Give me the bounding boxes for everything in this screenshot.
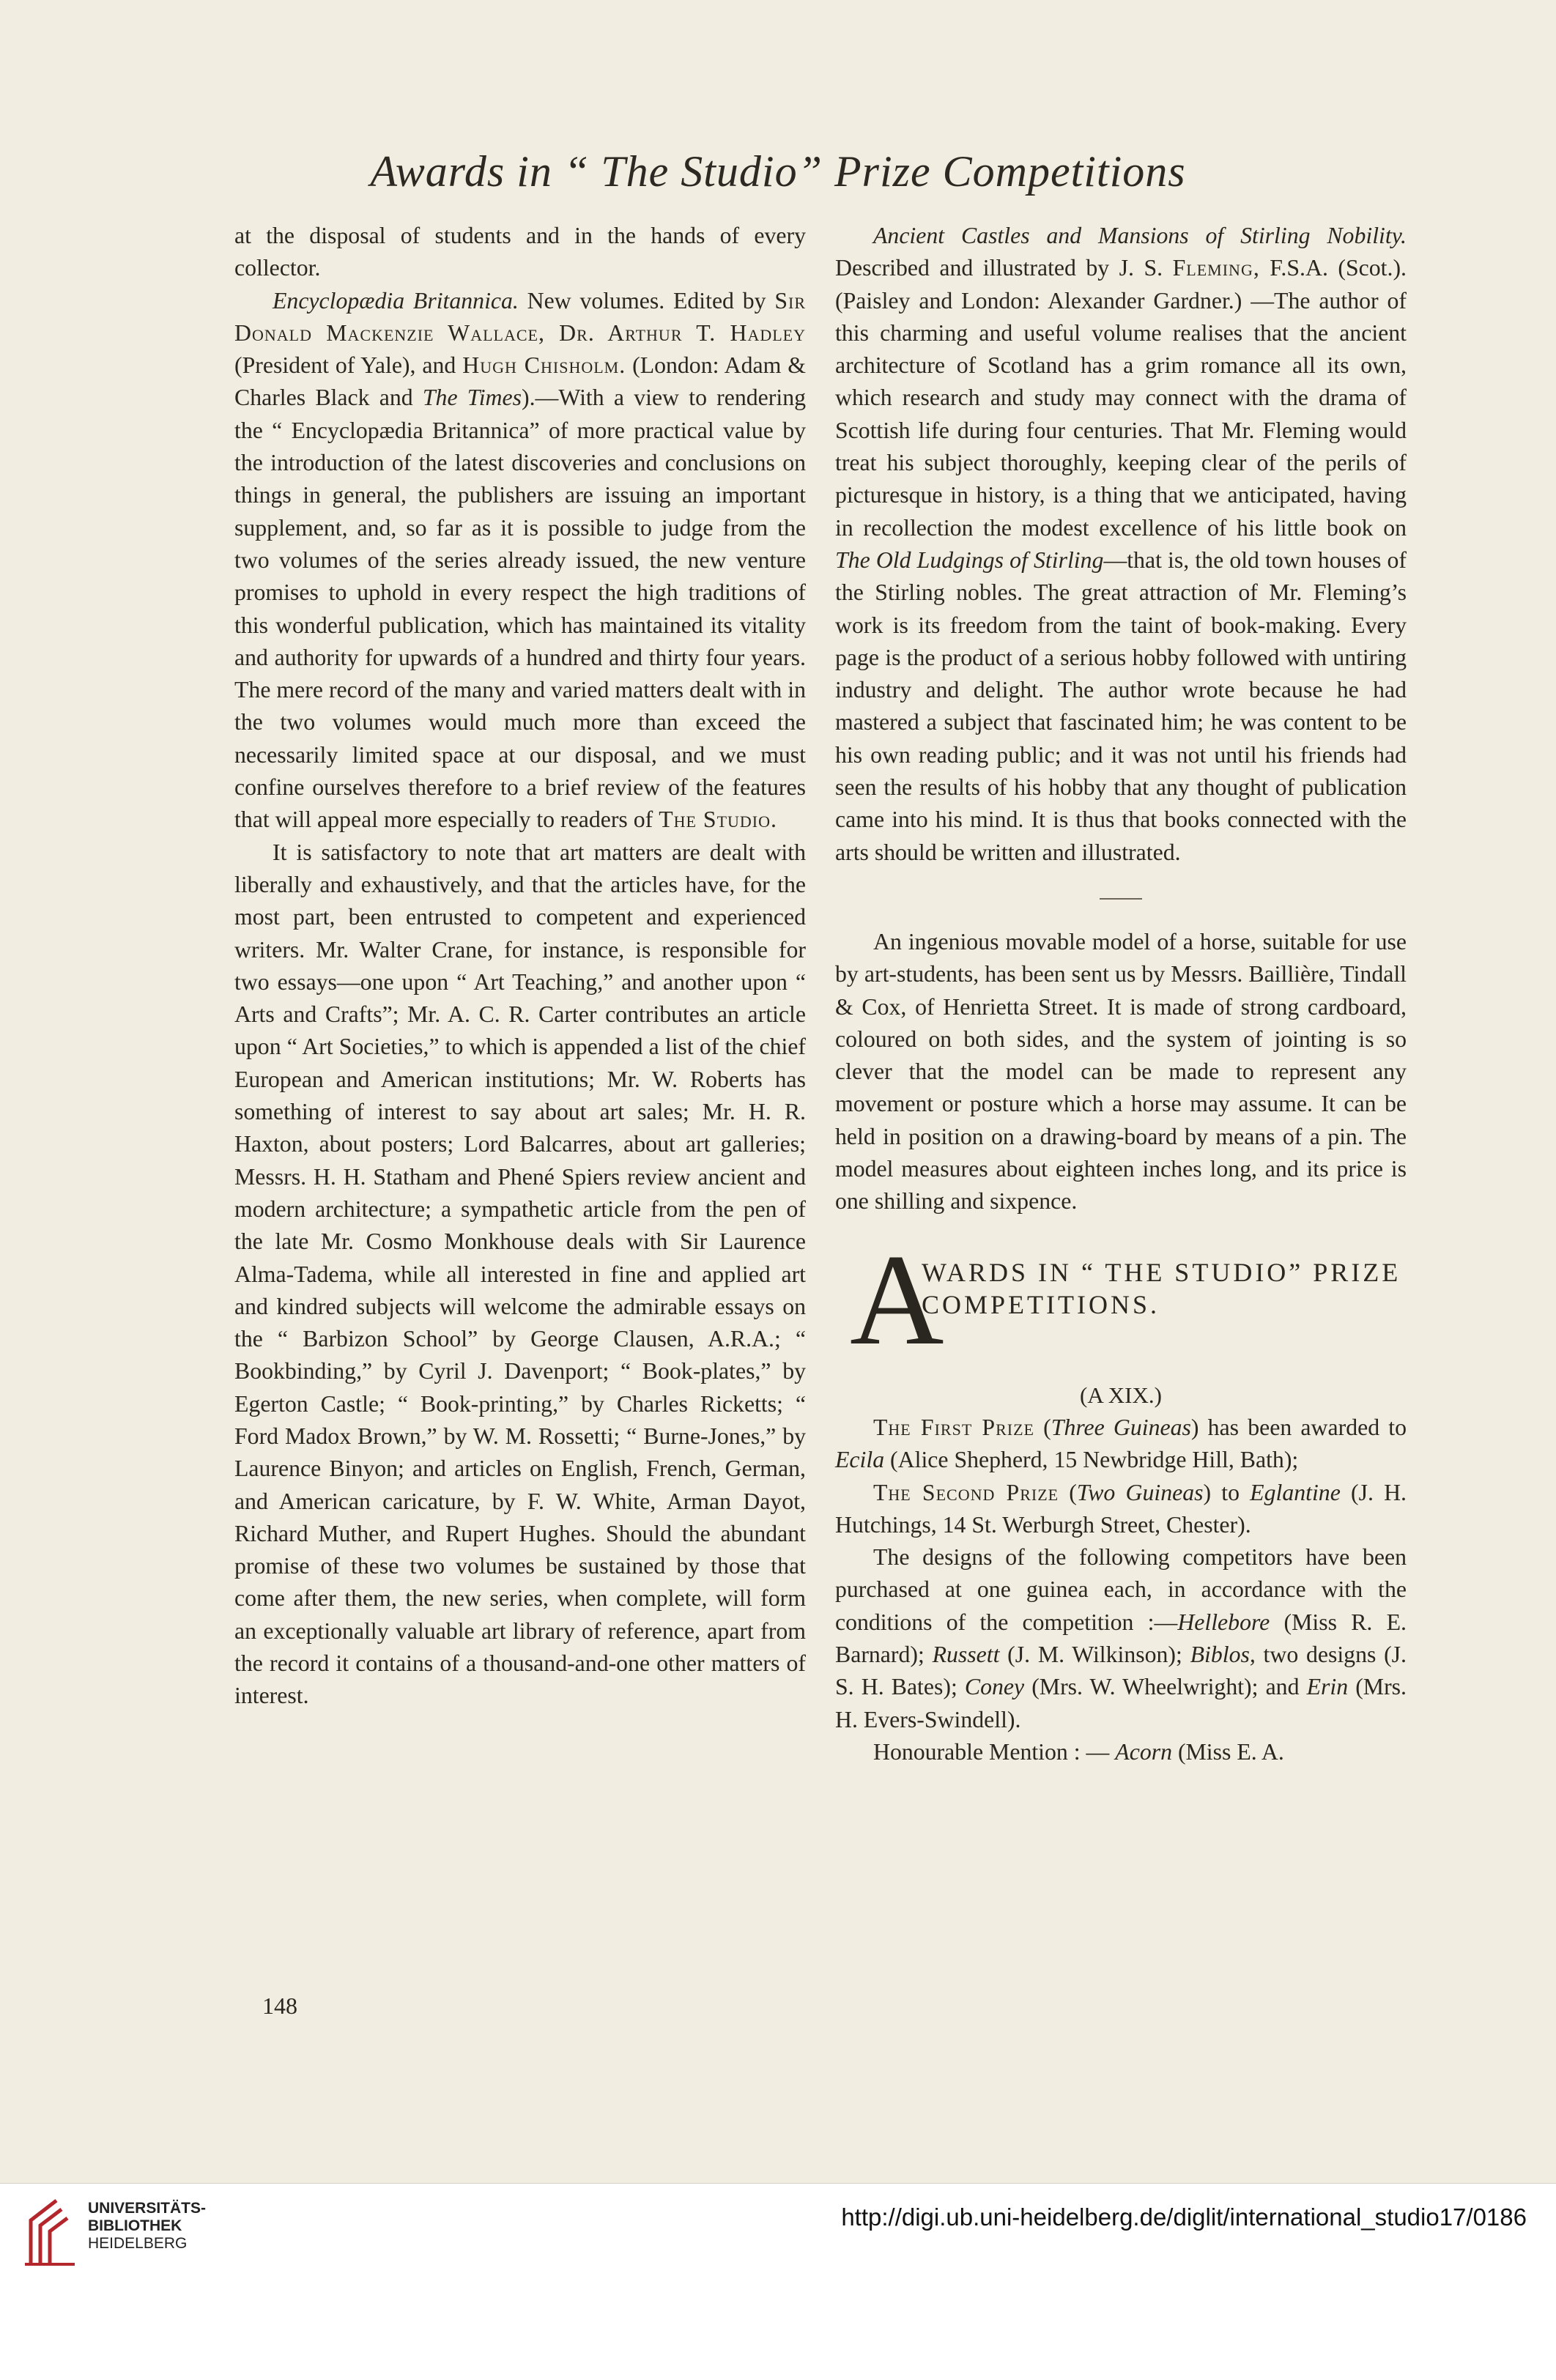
pseudonym: Biblos, xyxy=(1190,1641,1256,1667)
text-run: ).—With a view to rendering the “ Encyclopædia Britannica” of more practical value by the introduction of the latest discoveries and conclusions on things in general, the publishers are issuing an important supplement, and, so far as it is possible to judge from the two volumes of the series already issued, the new venture promises to uphold in every respect the high traditions of this wonderful publication, which has maintained its vitality and authority for upwards of a hundred and thirty four years. The mere record of the many and varied matters dealt with in the two volumes would much more than exceed the necessarily limited space at our disposal, and we must confine ourselves therefore to a brief review of the features that will appeal more especially to readers of xyxy=(234,385,807,833)
text-run: (Miss E. A. xyxy=(1172,1738,1284,1765)
library-name-line: BIBLIOTHEK xyxy=(88,2217,182,2234)
publication-title: The Times xyxy=(422,385,522,411)
pseudonym: Erin xyxy=(1306,1674,1349,1700)
text-run: F.S.A. (Scot.). (Paisley and London: Alexander Gardner.) —The author of this charming and useful volume realises that the ancient architecture of Scotland has a grim romance all its own, which research and study may connect with the drama of Scottish life during four centuries. That Mr. Fleming would treat his subject thoroughly, keeping clear of the perils of picturesque in history, is a thing that we anticipated, having in recollection the modest excellence of his little book on xyxy=(835,255,1407,541)
author-name: Fleming, xyxy=(1172,255,1260,281)
pseudonym: Hellebore xyxy=(1177,1609,1270,1635)
text-run: ( xyxy=(1059,1479,1077,1505)
running-head: Awards in “ The Studio” Prize Competitions xyxy=(370,147,1186,196)
text-run: ) has been awarded to xyxy=(1190,1414,1407,1440)
paragraph-stirling xyxy=(835,220,1407,869)
pseudonym: Acorn xyxy=(1115,1738,1172,1765)
text-run: (Alice Shepherd, 15 Newbridge Hill, Bath); xyxy=(884,1447,1299,1473)
text-run: (Mrs. W. Wheelwright); and xyxy=(1024,1674,1307,1700)
paragraph: It is satisfactory to note that art matters are dealt with liberally and exhaustively, and that the articles have, for the most part, been entrusted to competent and experienced writers. Mr. Walter Crane, for instance, is responsible for two essays—one upon “ Art Teaching,” and another upon “ Arts and Crafts”; Mr. A. C. R. Carter contributes an article upon “ Art Societies,” to which is appended a list of the chief European and American institutions; Mr. W. Roberts has something of interest to say about art sales; Mr. H. R. Haxton, about posters; Lord Balcarres, about art galleries; Messrs. H. H. Statham and Phené Spiers review ancient and modern architecture; a sympathetic article from the pen of the late Mr. Cosmo Monkhouse deals with Sir Laurence Alma-Tadema, while all interested in fine and applied art and kindred subjects will welcome the admirable essays on the “ Barbizon School” by George Clausen, A.R.A.; “ Bookbinding,” by Cyril J. Davenport; “ Book-plates,” by Egerton Castle; “ Book-printing,” by Charles Ricketts; “ Ford Madox Brown,” by W. M. Rossetti; “ Burne-Jones,” by Laurence Binyon; and articles on English, French, German, and American caricature, by F. W. White, Arman Dayot, Richard Muther, and Rupert Hughes. Should the abundant promise of these two volumes be sustained by those that come after them, the new series, when complete, will form an exceptionally valuable art library of reference, apart from the record it contains of a thousand-and-one other matters of interest. xyxy=(234,839,806,1709)
paragraph-britannica xyxy=(234,285,806,837)
right-column xyxy=(835,220,1407,1768)
magazine-name: The Studio. xyxy=(659,807,777,833)
competition-code: (A XIX.) xyxy=(1080,1382,1162,1408)
library-name-line: HEIDELBERG xyxy=(88,2235,188,2252)
ub-heidelberg-logo-icon xyxy=(16,2195,82,2268)
text-run: two designs (J. S. H. Bates); xyxy=(835,1641,1407,1700)
pseudonym: Coney xyxy=(964,1674,1025,1700)
book-title: The Old Ludgings of Stirling xyxy=(835,546,1104,573)
text-run: (J. M. Wilkinson); xyxy=(999,1641,1190,1667)
text-run: Described and illustrated by J. S. xyxy=(835,255,1173,281)
paragraph: at the disposal of students and in the hands of every collector. xyxy=(234,223,806,281)
prize-label: The Second Prize xyxy=(873,1479,1059,1505)
text-run: New volumes. Edited by xyxy=(518,287,775,314)
pseudonym: Russett xyxy=(932,1641,1000,1667)
first-prize xyxy=(835,1412,1407,1477)
left-column xyxy=(234,220,806,1713)
text-run: (Mrs. H. Evers-Swindell). xyxy=(835,1674,1407,1732)
library-name-line: UNIVERSITÄTS- xyxy=(88,2200,207,2217)
section-heading xyxy=(835,1226,1407,1379)
text-run: The designs of the following competitors have been purchased at one guinea each, in accordance with the conditions of the competition :— xyxy=(835,1544,1407,1635)
editor-names: Hugh Chisholm. xyxy=(462,352,626,379)
source-url-link[interactable]: http://digi.ub.uni-heidelberg.de/diglit/international_studio17/0186 xyxy=(841,2203,1527,2231)
prize-label: The First Prize xyxy=(873,1414,1034,1440)
text-run: ) to xyxy=(1203,1479,1251,1505)
pseudonym: Ecila xyxy=(835,1447,885,1473)
text-run: (J. H. Hutchings, 14 St. Werburgh Street, Chester). xyxy=(835,1479,1407,1538)
purchased-designs xyxy=(835,1541,1407,1736)
honourable-mention xyxy=(835,1736,1407,1768)
text-run: —that is, the old town houses of the Stirling nobles. The great attraction of Mr. Fleming’s work is its freedom from the taint of book-making. Every page is the product of a serious hobby followed with untiring industry and delight. The author wrote because he had mastered a subject that fascinated him; he was content to be his own reading public; and it was not until his friends had seen the results of his hobby that any thought of publication came into his mind. It is thus that books connected with the arts should be written and illustrated. xyxy=(835,546,1407,865)
paragraph-horse-model: An ingenious movable model of a horse, suitable for use by art-students, has been sent us by Messrs. Baillière, Tindall & Cox, of Henrietta Street. It is made of strong cardboard, coloured on both sides, and the system of jointing is so clever that the model can be made to represent any movement or posture which a horse may assume. It can be held in position on a drawing-board by means of a pin. The model measures about eighteen inches long, and its price is one shilling and sixpence. xyxy=(835,928,1407,1215)
library-name xyxy=(88,2200,206,2253)
text-run: (President of Yale), and xyxy=(234,352,463,379)
text-run: Honourable Mention : — xyxy=(873,1738,1116,1765)
text-run: ( xyxy=(1034,1414,1051,1440)
second-prize xyxy=(835,1477,1407,1542)
pseudonym: Eglantine xyxy=(1250,1479,1341,1505)
page-number: 148 xyxy=(262,1992,297,2019)
heading-text: WARDS IN “ THE STUDIO” PRIZE COMPETITIONS. xyxy=(922,1257,1401,1319)
editor-names: Sir Donald Mackenzie Wallace, Dr. Arthur T. Hadley xyxy=(234,287,806,346)
section-divider xyxy=(1100,898,1142,900)
book-title: Ancient Castles and Mansions of Stirling Nobility. xyxy=(873,223,1407,248)
drop-cap: A xyxy=(850,1226,944,1372)
prize-amount: Two Guineas xyxy=(1076,1479,1204,1505)
text-run: (London: Adam & Charles Black and xyxy=(234,352,806,411)
text-run: (Miss R. E. Barnard); xyxy=(835,1609,1407,1667)
prize-amount: Three Guineas xyxy=(1051,1414,1191,1440)
book-title: Encyclopædia Britannica. xyxy=(273,287,519,314)
